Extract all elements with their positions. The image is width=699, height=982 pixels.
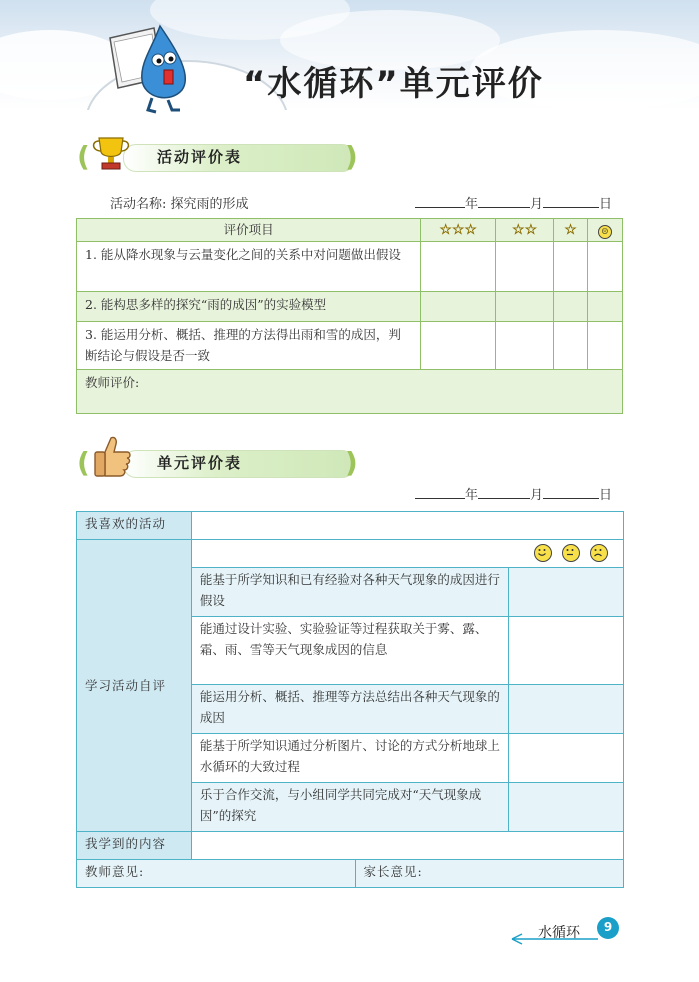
rating-cell[interactable]: [421, 292, 496, 322]
eval-item-1: 1. 能从降水现象与云量变化之间的关系中对问题做出假设: [77, 242, 421, 292]
activity-eval-table: [76, 218, 623, 414]
self-eval-rating[interactable]: [509, 685, 624, 734]
eval-item-2: 2. 能构思多样的探究“雨的成因”的实验模型: [77, 292, 421, 322]
opinion-row: [77, 860, 624, 888]
date-day-label: 日: [599, 197, 613, 212]
table-header-row: [77, 219, 623, 242]
rating-cell[interactable]: [588, 292, 623, 322]
teacher-eval-field[interactable]: 教师评价:: [77, 370, 623, 414]
unit-eval-table: [76, 511, 624, 888]
date-year-label: 年: [465, 488, 479, 503]
page-title: “水循环”单元评价: [243, 64, 544, 104]
one-star-icon: ☆: [554, 219, 588, 242]
unit-date-line: [415, 484, 612, 503]
rating-cell[interactable]: [554, 292, 588, 322]
rating-cell[interactable]: [496, 242, 554, 292]
faces-header: [191, 540, 623, 568]
eval-item-3: 3. 能运用分析、概括、推理的方法得出雨和雪的成因，判断结论与假设是否一致: [77, 322, 421, 370]
footer-unit-name: 水循环: [538, 925, 580, 941]
rating-cell[interactable]: [588, 242, 623, 292]
likes-field[interactable]: [191, 512, 623, 540]
rating-cell[interactable]: [496, 322, 554, 370]
two-stars-icon: ☆☆: [496, 219, 554, 242]
date-month-label: 月: [530, 488, 544, 503]
unit-eval-heading: [75, 446, 365, 480]
sad-face-icon: ☹: [588, 219, 623, 242]
rating-cell[interactable]: [421, 322, 496, 370]
trophy-icon: [89, 134, 133, 174]
faces-row: [77, 540, 624, 568]
smile-face-icon: [534, 544, 552, 562]
teacher-opinion-field[interactable]: 教师意见:: [77, 860, 356, 888]
activity-date-line: [415, 193, 612, 212]
header-eval-item: 评价项目: [77, 219, 421, 242]
self-eval-rating[interactable]: [509, 617, 624, 685]
activity-eval-heading: [75, 140, 365, 174]
activity-name: 活动名称: 探究雨的形成: [110, 197, 249, 212]
unit-eval-title: 单元评价表: [157, 454, 243, 472]
heading-bracket-left: (: [77, 140, 90, 173]
rating-cell[interactable]: [588, 322, 623, 370]
table-row: [77, 242, 623, 292]
learned-row: [77, 832, 624, 860]
self-eval-item: 乐于合作交流，与小组同学共同完成对“天气现象成因”的探究: [191, 783, 508, 832]
thumbs-up-icon: [89, 434, 135, 480]
learned-label: 我学到的内容: [77, 832, 192, 860]
rating-cell[interactable]: [554, 322, 588, 370]
self-eval-item: 能通过设计实验、实验验证等过程获取关于雾、露、霜、雨、雪等天气现象成因的信息: [191, 617, 508, 685]
likes-row: [77, 512, 624, 540]
likes-label: 我喜欢的活动: [77, 512, 192, 540]
page-footer: [510, 915, 625, 945]
self-eval-item: 能基于所学知识和已有经验对各种天气现象的成因进行假设: [191, 568, 508, 617]
self-eval-label: 学习活动自评: [77, 540, 192, 832]
table-row: [77, 322, 623, 370]
self-eval-item: 能运用分析、概括、推理等方法总结出各种天气现象的成因: [191, 685, 508, 734]
teacher-eval-row: [77, 370, 623, 414]
table-row: [77, 292, 623, 322]
date-day-label: 日: [599, 488, 613, 503]
self-eval-rating[interactable]: [509, 734, 624, 783]
activity-eval-title: 活动评价表: [157, 148, 243, 166]
self-eval-rating[interactable]: [509, 568, 624, 617]
rating-cell[interactable]: [421, 242, 496, 292]
date-year-label: 年: [465, 197, 479, 212]
rating-cell[interactable]: [496, 292, 554, 322]
heading-bracket-left: (: [77, 446, 90, 479]
rating-cell[interactable]: [554, 242, 588, 292]
self-eval-rating[interactable]: [509, 783, 624, 832]
date-month-label: 月: [530, 197, 544, 212]
page-number: 9: [603, 920, 613, 934]
three-stars-icon: ☆☆☆: [421, 219, 496, 242]
heading-bracket-right: ): [345, 446, 358, 479]
neutral-face-icon: [562, 544, 580, 562]
heading-bracket-right: ): [345, 140, 358, 173]
water-drop-mascot-icon: [92, 8, 202, 118]
self-eval-item: 能基于所学知识通过分析图片、讨论的方式分析地球上水循环的大致过程: [191, 734, 508, 783]
parent-opinion-field[interactable]: 家长意见:: [355, 860, 624, 888]
learned-field[interactable]: [191, 832, 623, 860]
sad-face-icon: [590, 544, 608, 562]
